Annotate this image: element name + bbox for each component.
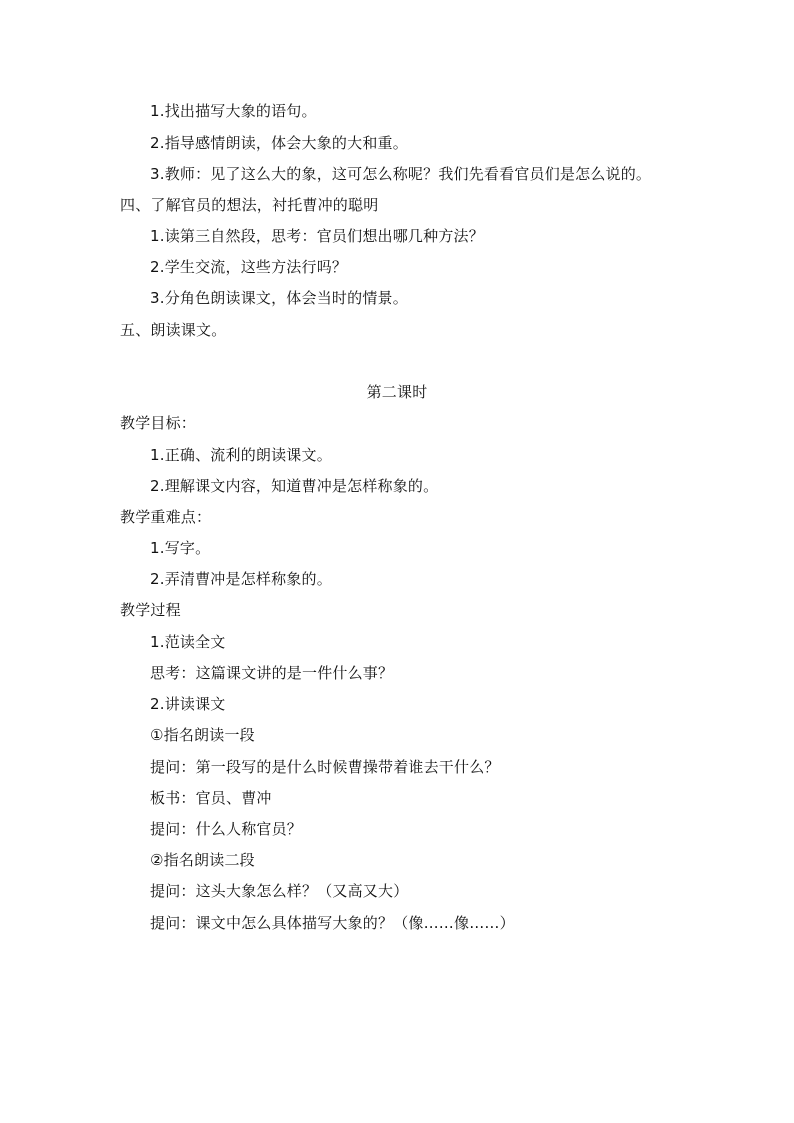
list-item: 3.教师：见了这么大的象，这可怎么称呢？我们先看看官员们是怎么说的。 — [150, 165, 652, 183]
list-item: 提问：什么人称官员？ — [150, 820, 303, 838]
list-item: 2.理解课文内容，知道曹冲是怎样称象的。 — [150, 477, 439, 495]
lesson-title: 第二课时 — [366, 383, 428, 401]
list-item: 1.写字。 — [150, 539, 211, 557]
list-item: 1.读第三自然段，思考：官员们想出哪几种方法？ — [150, 227, 484, 245]
list-item: 板书：官员、曹冲 — [150, 789, 272, 807]
list-item: ①指名朗读一段 — [150, 726, 255, 744]
section-heading: 四、了解官员的想法，衬托曹冲的聪明 — [120, 196, 379, 214]
list-item: 1.正确、流利的朗读课文。 — [150, 446, 332, 464]
list-item: 2.学生交流，这些方法行吗？ — [150, 258, 348, 276]
list-item: 提问：这头大象怎么样？（又高又大） — [150, 882, 409, 900]
list-item: 思考：这篇课文讲的是一件什么事？ — [150, 664, 394, 682]
section-heading: 五、朗读课文。 — [120, 321, 227, 339]
list-item: 1.找出描写大象的语句。 — [150, 102, 317, 120]
section-heading: 教学目标： — [120, 414, 197, 432]
list-item: ②指名朗读二段 — [150, 851, 255, 869]
list-item: 提问：课文中怎么具体描写大象的？（像……像……） — [150, 914, 515, 932]
list-item: 2.讲读课文 — [150, 695, 226, 713]
list-item: 2.指导感情朗读，体会大象的大和重。 — [150, 134, 408, 152]
list-item: 1.范读全文 — [150, 633, 226, 651]
section-heading: 教学重难点： — [120, 508, 212, 526]
list-item: 2.弄清曹冲是怎样称象的。 — [150, 570, 332, 588]
section-heading: 教学过程 — [120, 601, 181, 619]
list-item: 提问：第一段写的是什么时候曹操带着谁去干什么？ — [150, 758, 500, 776]
list-item: 3.分角色朗读课文，体会当时的情景。 — [150, 289, 408, 307]
